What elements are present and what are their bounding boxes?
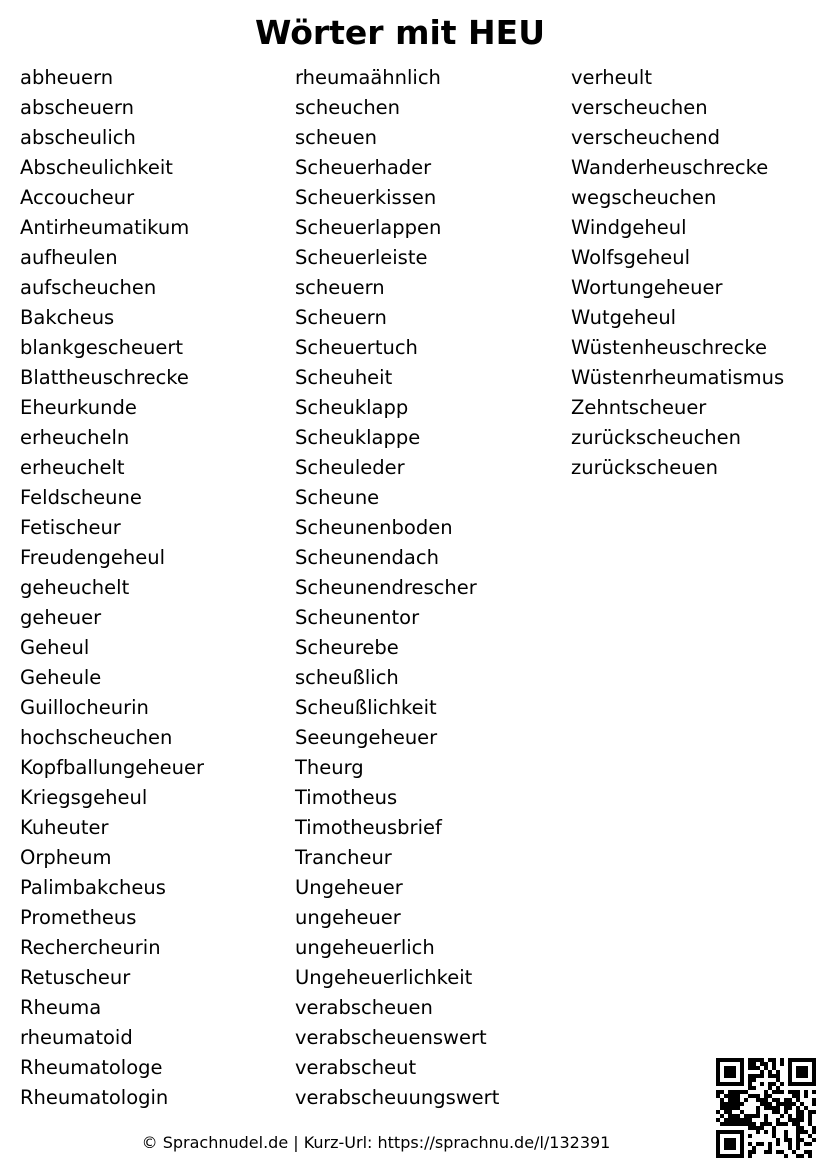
word-item: verscheuchend	[571, 126, 720, 149]
word-item: Timotheusbrief	[295, 816, 442, 839]
word-item: Fetischeur	[20, 516, 121, 539]
word-item: abscheulich	[20, 126, 136, 149]
word-item: Orpheum	[20, 846, 112, 869]
word-item: Scheunentor	[295, 606, 420, 629]
word-item: Trancheur	[295, 846, 392, 869]
word-item: Eheurkunde	[20, 396, 137, 419]
word-item: Scheuleder	[295, 456, 405, 479]
word-item: Geheul	[20, 636, 90, 659]
word-item: zurückscheuen	[571, 456, 718, 479]
word-column-3	[571, 63, 784, 483]
word-item: Scheunenboden	[295, 516, 453, 539]
word-item: verabscheuungswert	[295, 1086, 500, 1109]
word-item: Scheuerlappen	[295, 216, 442, 239]
word-item: aufscheuchen	[20, 276, 157, 299]
qr-code	[716, 1058, 816, 1158]
word-item: Scheuerkissen	[295, 186, 437, 209]
word-item: Rechercheurin	[20, 936, 161, 959]
word-item: erheuchelt	[20, 456, 125, 479]
word-item: Feldscheune	[20, 486, 142, 509]
word-item: Wutgeheul	[571, 306, 677, 329]
word-item: Antirheumatikum	[20, 216, 190, 239]
word-item: wegscheuchen	[571, 186, 717, 209]
page-title: Wörter mit HEU	[254, 13, 545, 52]
word-item: Ungeheuerlichkeit	[295, 966, 473, 989]
word-item: Wolfsgeheul	[571, 246, 691, 269]
word-item: Prometheus	[20, 906, 137, 929]
word-item: rheumatoid	[20, 1026, 133, 1049]
word-item: geheuchelt	[20, 576, 130, 599]
word-item: Scheunendach	[295, 546, 439, 569]
word-item: abscheuern	[20, 96, 134, 119]
word-item: Theurg	[295, 756, 364, 779]
word-item: Scheuern	[295, 306, 387, 329]
word-item: aufheulen	[20, 246, 118, 269]
word-item: verabscheut	[295, 1056, 417, 1079]
word-item: Guillocheurin	[20, 696, 149, 719]
word-item: Timotheus	[295, 786, 398, 809]
word-item: hochscheuchen	[20, 726, 173, 749]
word-item: Wanderheuschrecke	[571, 156, 769, 179]
word-item: verabscheuen	[295, 996, 433, 1019]
footer-text: © Sprachnudel.de | Kurz-Url: https://sprachnu.de/l/132391	[141, 1133, 611, 1152]
word-item: Scheunendrescher	[295, 576, 477, 599]
word-column-2	[295, 63, 499, 1113]
word-item: Wüstenheuschrecke	[571, 336, 767, 359]
word-item: geheuer	[20, 606, 102, 629]
word-item: blankgescheuert	[20, 336, 184, 359]
word-item: Rheuma	[20, 996, 102, 1019]
word-item: Scheuertuch	[295, 336, 418, 359]
word-item: Zehntscheuer	[571, 396, 707, 419]
word-item: zurückscheuchen	[571, 426, 742, 449]
word-item: erheucheln	[20, 426, 130, 449]
word-item: Scheuerhader	[295, 156, 432, 179]
word-item: abheuern	[20, 66, 114, 89]
word-item: Scheurebe	[295, 636, 399, 659]
word-item: Scheußlichkeit	[295, 696, 437, 719]
word-item: Retuscheur	[20, 966, 131, 989]
word-item: Scheuheit	[295, 366, 393, 389]
word-column-1	[20, 63, 204, 1113]
word-item: verscheuchen	[571, 96, 708, 119]
word-item: verheult	[571, 66, 652, 89]
word-item: Kuheuter	[20, 816, 109, 839]
word-item: Windgeheul	[571, 216, 687, 239]
word-item: scheußlich	[295, 666, 399, 689]
word-item: Abscheulichkeit	[20, 156, 173, 179]
word-item: Bakcheus	[20, 306, 115, 329]
word-item: scheuern	[295, 276, 385, 299]
word-item: Kriegsgeheul	[20, 786, 148, 809]
word-item: scheuen	[295, 126, 377, 149]
word-item: scheuchen	[295, 96, 401, 119]
word-item: Scheuklapp	[295, 396, 409, 419]
word-item: Rheumatologin	[20, 1086, 169, 1109]
word-item: Rheumatologe	[20, 1056, 163, 1079]
word-item: Palimbakcheus	[20, 876, 166, 899]
word-item: Ungeheuer	[295, 876, 403, 899]
word-item: verabscheuenswert	[295, 1026, 487, 1049]
word-item: rheumaähnlich	[295, 66, 441, 89]
word-item: Accoucheur	[20, 186, 135, 209]
word-item: Seeungeheuer	[295, 726, 438, 749]
word-item: Blattheuschrecke	[20, 366, 189, 389]
word-item: Scheune	[295, 486, 380, 509]
word-item: Wortungeheuer	[571, 276, 723, 299]
word-item: Scheuklappe	[295, 426, 421, 449]
word-item: Scheuerleiste	[295, 246, 428, 269]
word-item: Freudengeheul	[20, 546, 165, 569]
word-item: Geheule	[20, 666, 102, 689]
word-item: ungeheuer	[295, 906, 401, 929]
word-item: Kopfballungeheuer	[20, 756, 204, 779]
word-item: Wüstenrheumatismus	[571, 366, 785, 389]
word-item: ungeheuerlich	[295, 936, 435, 959]
